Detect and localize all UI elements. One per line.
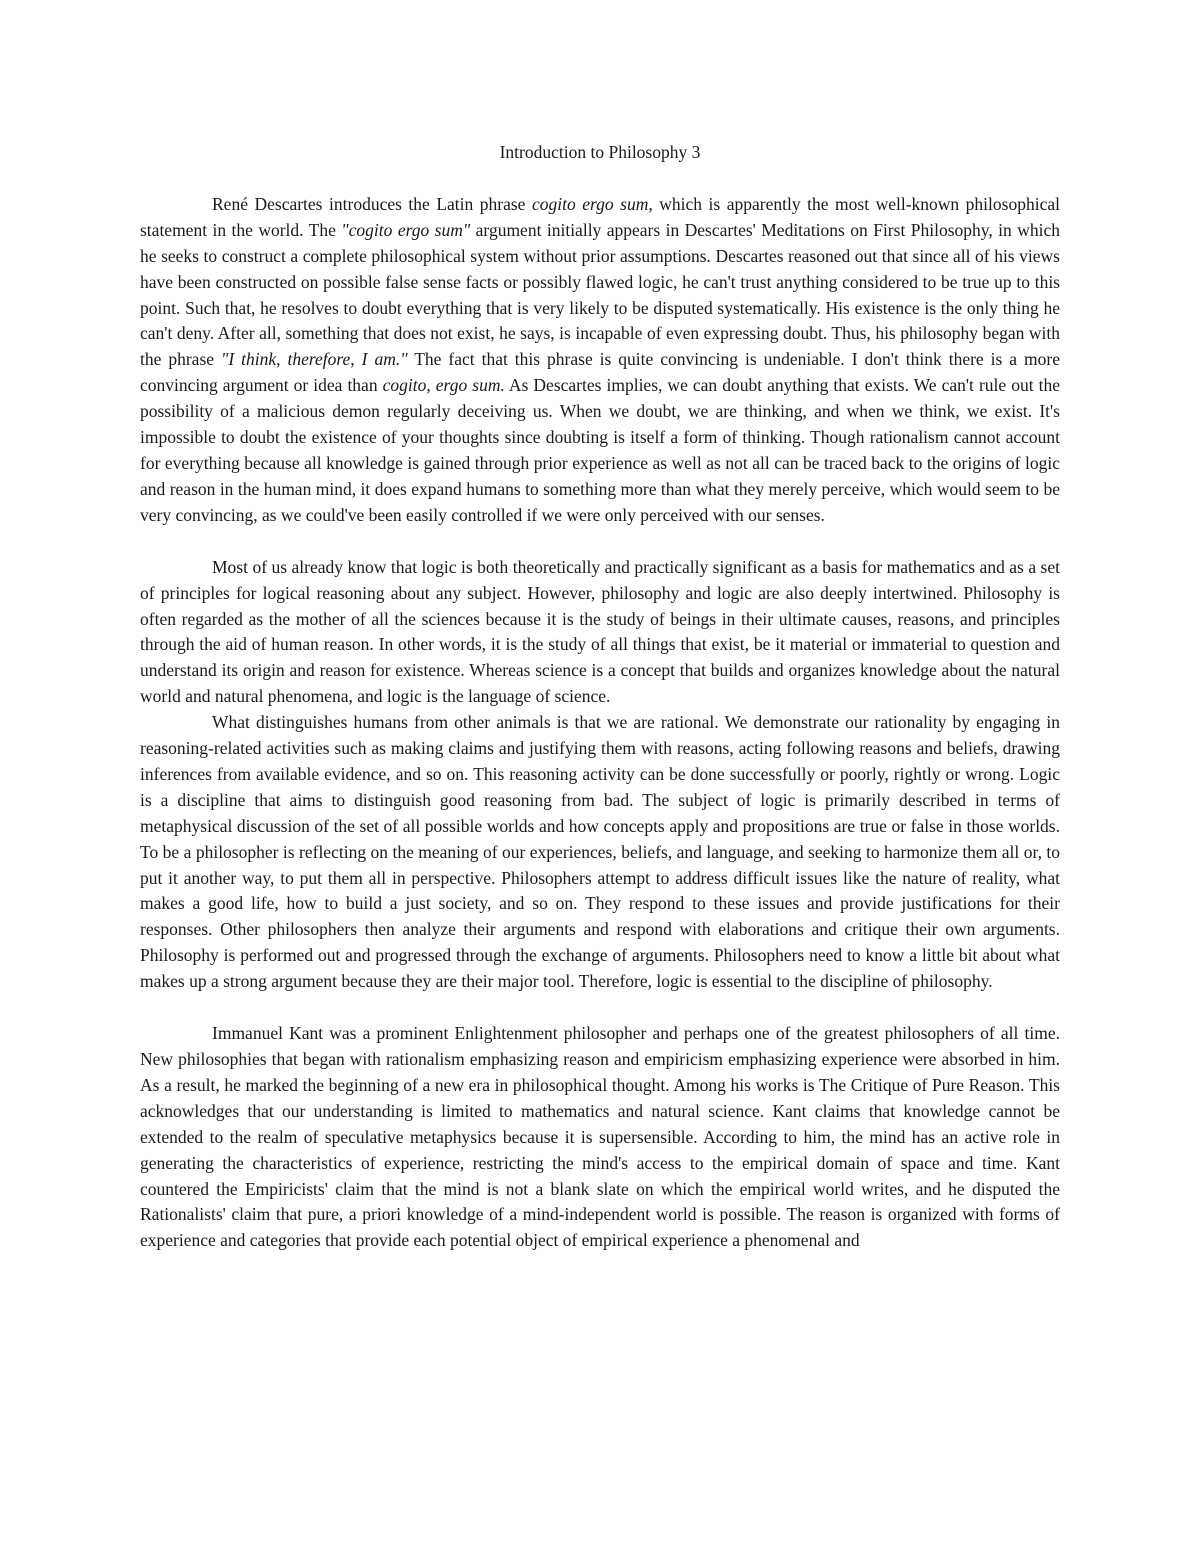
italic-phrase: "I think, therefore, I am." [220,349,408,370]
text-run: Immanuel Kant was a prominent Enlightenment philosopher and perhaps one of the greatest philosophers of all time. New philosophies that began with rationalism emphasizing reason and empiricism emphasizing experience were absorbed in him. As a result, he marked the beginning of a new era in philosophical thought. Among his works is The Critique of Pure Reason. This acknowledges that our understanding is limited to mathematics and natural science. Kant claims that knowledge cannot be extended to the realm of speculative metaphysics because it is supersensible. According to him, the mind has an active role in generating the characteristics of experience, restricting the mind's access to the empirical domain of space and time. Kant countered the Empiricists' claim that the mind is not a blank slate on which the empirical world writes, and he disputed the Rationalists' claim that pure, a priori knowledge of a mind-independent world is possible. The reason is organized with forms of experience and categories that provide each potential object of empirical experience a phenomenal and [140,1023,1060,1251]
paragraph-kant [140,1021,1060,1254]
text-run: argument initially appears in Descartes' Meditations on First Philosophy, in which he seeks to construct a complete philosophical system without prior assumptions. Descartes reasoned out that since all of his views have been constructed on possible false sense facts or possibly flawed logic, he can't trust anything considered to be true up to this point. Such that, he resolves to doubt everything that is very likely to be disputed systematically. His existence is the only thing he can't deny. After all, something that does not exist, he says, is incapable of even expressing doubt. Thus, his philosophy began with the phrase [140,219,1060,370]
text-run: Most of us already know that logic is both theoretically and practically significant as a basis for mathematics and as a set of principles for logical reasoning about any subject. However, philosophy and logic are also deeply intertwined. Philosophy is often regarded as the mother of all the sciences because it is the study of beings in their ultimate causes, reasons, and principles through the aid of human reason. In other words, it is the study of all things that exist, be it material or immaterial to question and understand its origin and reason for existence. Whereas science is a concept that builds and organizes knowledge about the natural world and natural phenomena, and logic is the language of science. [140,556,1060,707]
paragraph-descartes [140,192,1060,529]
paragraph-rationality [140,710,1060,995]
text-run: René Descartes introduces the Latin phrase [212,193,532,214]
text-run: What distinguishes humans from other animals is that we are rational. We demonstrate our rationality by engaging in reasoning-related activities such as making claims and justifying them with reasons, acting following reasons and beliefs, drawing inferences from available evidence, and so on. This reasoning activity can be done successfully or poorly, rightly or wrong. Logic is a discipline that aims to distinguish good reasoning from bad. The subject of logic is primarily described in terms of metaphysical discussion of the set of all possible worlds and how concepts apply and propositions are true or false in those worlds. To be a philosopher is reflecting on the meaning of our experiences, beliefs, and language, and seeking to harmonize them all or, to put it another way, to put them all in perspective. Philosophers attempt to address difficult issues like the nature of reality, what makes a good life, how to build a just society, and so on. They respond to these issues and provide justifications for their responses. Other philosophers then analyze their arguments and respond with elaborations and critique their own arguments. Philosophy is performed out and progressed through the exchange of arguments. Philosophers need to know a little bit about what makes up a strong argument because they are their major tool. Therefore, logic is essential to the discipline of philosophy. [140,712,1060,992]
italic-phrase: cogito, ergo sum. [382,375,505,396]
text-run: As Descartes implies, we can doubt anything that exists. We can't rule out the possibility of a malicious demon regularly deceiving us. When we doubt, we are thinking, and when we think, we exist. It's impossible to doubt the existence of your thoughts since doubting is itself a form of thinking. Though rationalism cannot account for everything because all knowledge is gained through prior experience as well as not all can be traced back to the origins of logic and reason in the human mind, it does expand humans to something more than what they merely perceive, which would seem to be very convincing, as we could've been easily controlled if we were only perceived with our senses. [140,375,1060,525]
italic-phrase: "cogito ergo sum" [341,219,471,240]
document-title: Introduction to Philosophy 3 [499,142,701,162]
document-body [140,140,1060,1254]
paragraph-logic-intro [140,555,1060,710]
text-run: The fact that this phrase is quite convincing is undeniable. I don't think there is a more convincing argument or idea than [140,349,1060,396]
italic-phrase: cogito ergo sum [531,193,649,214]
text-run: , which is apparently the most well-known philosophical statement in the world. The [140,193,1060,240]
